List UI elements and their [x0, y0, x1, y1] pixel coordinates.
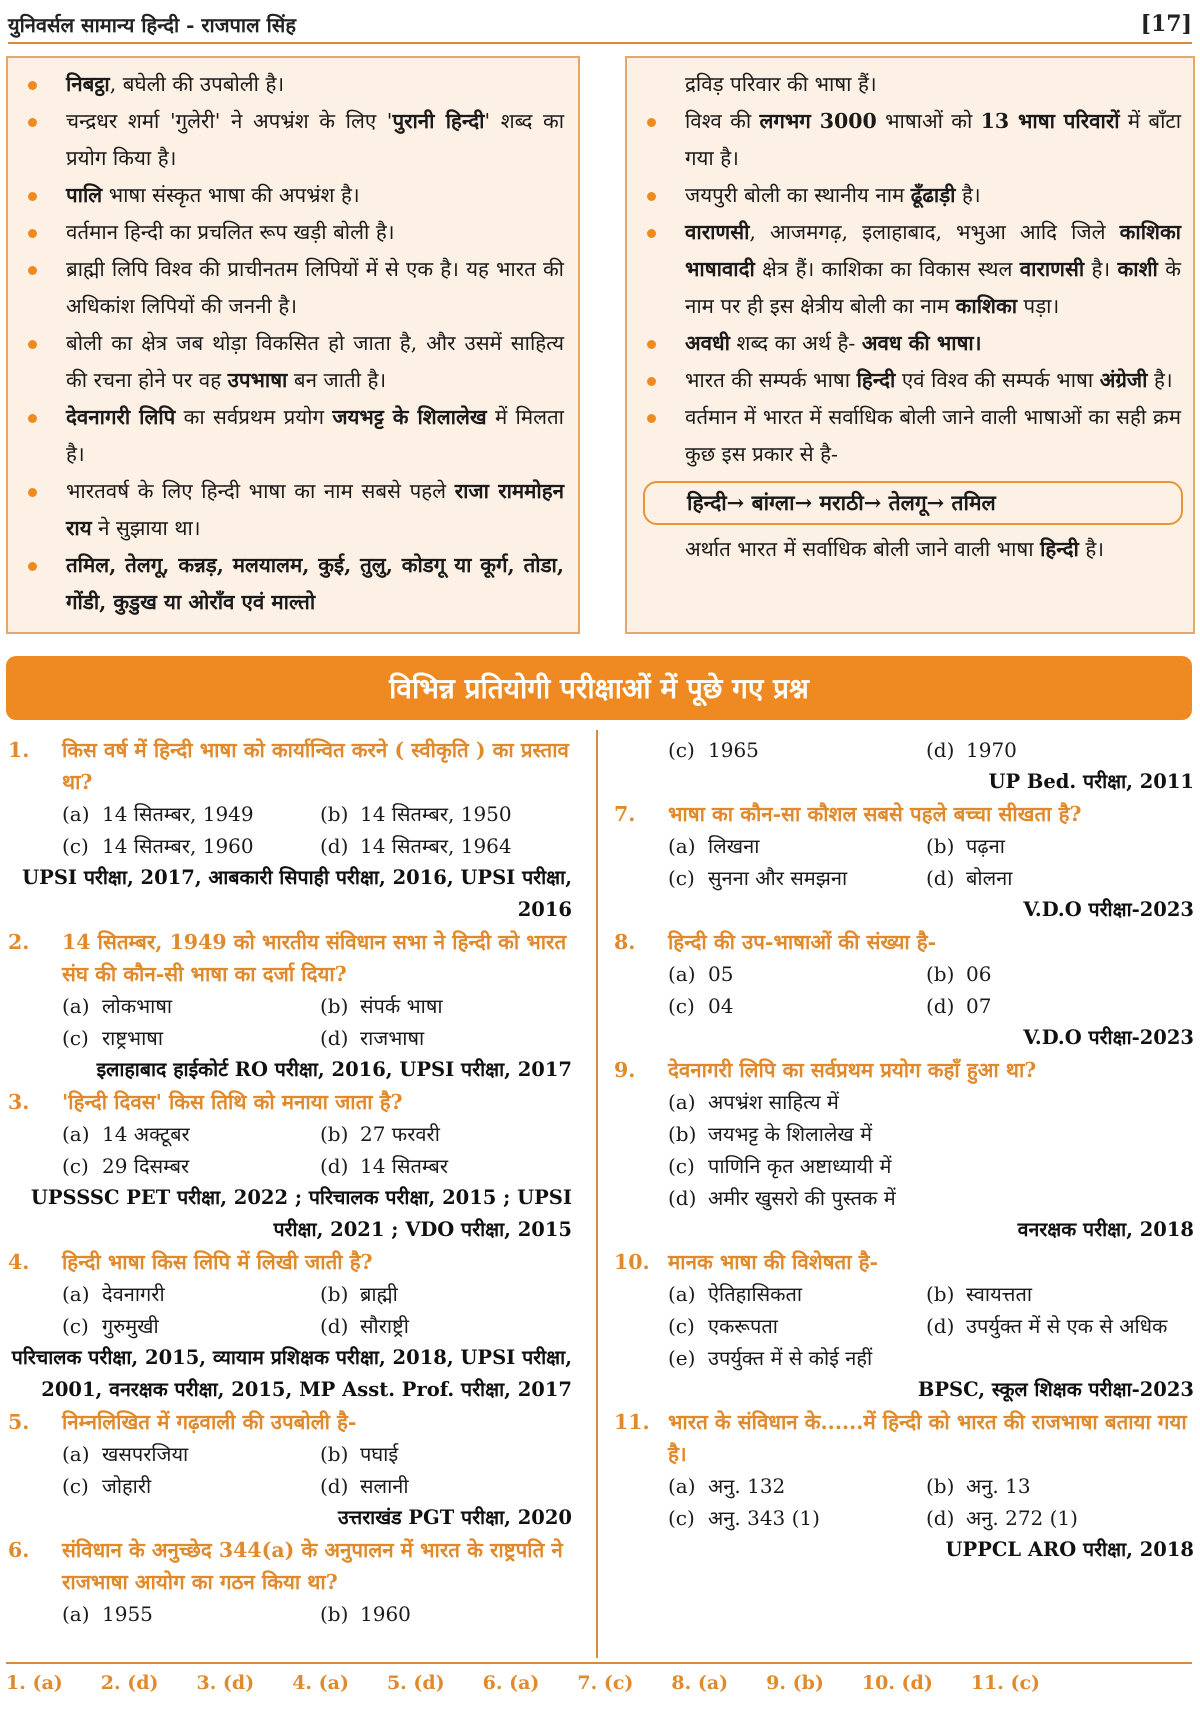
- option-label: (b): [926, 834, 955, 858]
- question-number: 8.: [614, 930, 636, 954]
- option: [926, 990, 1194, 1022]
- option-label: (b): [926, 1282, 955, 1306]
- fact-bullet: वर्तमान हिन्दी का प्रचलित रूप खड़ी बोली है।: [20, 214, 564, 251]
- fact-bullet: भारतवर्ष के लिए हिन्दी भाषा का नाम सबसे पहले राजा राममोहन राय ने सुझाया था।: [20, 473, 564, 547]
- fact-bullet: अवधी शब्द का अर्थ है- अवध की भाषा।: [639, 325, 1181, 362]
- option-label: (a): [668, 1282, 696, 1306]
- fact-bullet: भारत की सम्पर्क भाषा हिन्दी एवं विश्व की सम्पर्क भाषा अंग्रेजी है।: [639, 362, 1181, 399]
- option: [320, 1278, 572, 1310]
- options-grid: [612, 734, 1194, 766]
- exam-source: V.D.O परीक्षा-2023: [1023, 1026, 1194, 1049]
- exam-source: परिचालक परीक्षा, 2015, व्यायाम प्रशिक्षक परीक्षा, 2018, UPSI परीक्षा, 2001, वनरक्षक परीक्षा, 2015, MP Asst. Prof. परीक्षा, 2017: [11, 1346, 572, 1401]
- option-text: खसपरजिया: [102, 1442, 189, 1466]
- option-text: पघाई: [360, 1442, 399, 1466]
- answer-key-item: 10. (d): [861, 1672, 933, 1694]
- option-label: (a): [62, 1122, 90, 1146]
- option-label: (c): [62, 1314, 89, 1338]
- option-text: 04: [708, 994, 734, 1018]
- facts-box-left: [6, 56, 580, 634]
- option-label: (a): [668, 1474, 696, 1498]
- fact-bullet: तमिल, तेलगू, कन्नड़, मलयालम, कुई, तुलु, कोडगू या कूर्ग, तोडा, गोंडी, कुडुख या ओरॉंव एवं माल्तो: [20, 547, 564, 621]
- option: [926, 1502, 1194, 1534]
- exam-source: वनरक्षक परीक्षा, 2018: [1017, 1218, 1194, 1241]
- option-text: 14 सितम्बर: [360, 1154, 449, 1178]
- option-text: 29 दिसम्बर: [102, 1154, 190, 1178]
- fact-bullet: वाराणसी, आजमगढ़, इलाहाबाद, भभुआ आदि जिले काशिका भाषावादी क्षेत्र हैं। काशिका का विकास स्थल वाराणसी है। काशी के नाम पर ही इस क्षेत्रीय बोली का नाम काशिका पड़ा।: [639, 214, 1181, 325]
- question-stem: हिन्दी की उप-भाषाओं की संख्या है-: [668, 930, 937, 954]
- question-number: 11.: [614, 1410, 650, 1434]
- option-label: (b): [320, 1602, 349, 1626]
- answer-key-item: 4. (a): [292, 1672, 349, 1694]
- question-number: 3.: [8, 1090, 30, 1114]
- option: [926, 734, 1194, 766]
- option-text: अनु. 272 (1): [966, 1506, 1078, 1530]
- option: [668, 1342, 926, 1374]
- question-stem: हिन्दी भाषा किस लिपि में लिखी जाती है?: [62, 1250, 373, 1274]
- option: [62, 990, 320, 1022]
- question-text: [6, 1246, 572, 1278]
- option: [668, 1182, 1194, 1214]
- option: [320, 1118, 572, 1150]
- option-text: स्वायत्तता: [966, 1282, 1033, 1306]
- question-block: [6, 1534, 572, 1630]
- fact-bullet: देवनागरी लिपि का सर्वप्रथम प्रयोग जयभट्ट के शिलालेख में मिलता है।: [20, 399, 564, 473]
- fact-bullet: बोली का क्षेत्र जब थोड़ा विकसित हो जाता है, और उसमें साहित्य की रचना होने पर वह उपभाषा बन जाती है।: [20, 325, 564, 399]
- option-text: गुरुमुखी: [102, 1314, 159, 1338]
- option-text: लोकभाषा: [102, 994, 173, 1018]
- question-text: [6, 1534, 572, 1598]
- option: [320, 1310, 572, 1342]
- option-label: (c): [62, 1026, 89, 1050]
- option-text: राष्ट्रभाषा: [102, 1026, 164, 1050]
- option-text: अनु. 132: [708, 1474, 786, 1498]
- question-number: 2.: [8, 930, 30, 954]
- column-divider: [596, 730, 598, 1658]
- options-grid: [612, 958, 1194, 1022]
- option-label: (a): [62, 1282, 90, 1306]
- option-text: 14 सितम्बर, 1949: [102, 802, 254, 826]
- option-label: (b): [668, 1122, 697, 1146]
- option-label: (c): [668, 866, 695, 890]
- question-stem: मानक भाषा की विशेषता है-: [668, 1250, 879, 1274]
- option: [62, 830, 320, 862]
- question-block: [6, 926, 572, 1086]
- section-banner-title: विभिन्न प्रतियोगी परीक्षाओं में पूछे गए प्रश्न: [389, 672, 809, 705]
- option: [926, 1470, 1194, 1502]
- page-header: [8, 6, 1192, 44]
- exam-source: UPPCL ARO परीक्षा, 2018: [945, 1538, 1194, 1561]
- option-label: (b): [320, 1442, 349, 1466]
- option-text: सलानी: [360, 1474, 409, 1498]
- option-label: (c): [668, 1314, 695, 1338]
- option: [668, 1310, 926, 1342]
- options-grid: [6, 798, 572, 862]
- option: [62, 1310, 320, 1342]
- option-label: (d): [320, 1154, 349, 1178]
- question-text: [612, 798, 1194, 830]
- option-label: (b): [320, 802, 349, 826]
- option: [668, 1118, 1194, 1150]
- option-label: (d): [926, 1506, 955, 1530]
- option-text: 14 सितम्बर, 1950: [360, 802, 512, 826]
- question-number: 10.: [614, 1250, 650, 1274]
- language-sequence-box: हिन्दी→ बांग्ला→ मराठी→ तेलगू→ तमिल: [643, 481, 1183, 525]
- question-block: [612, 1054, 1194, 1246]
- answer-key-item: 7. (c): [577, 1672, 634, 1694]
- option-label: (d): [320, 1474, 349, 1498]
- option: [668, 1470, 926, 1502]
- option-label: (d): [320, 1314, 349, 1338]
- option: [62, 1150, 320, 1182]
- option-label: (c): [62, 1154, 89, 1178]
- option: [320, 1598, 572, 1630]
- question-text: [6, 734, 572, 798]
- question-number: 6.: [8, 1538, 30, 1562]
- options-grid: [6, 1278, 572, 1342]
- option-text: 1970: [966, 738, 1017, 762]
- option: [668, 990, 926, 1022]
- option-label: (a): [62, 1602, 90, 1626]
- option: [62, 1118, 320, 1150]
- option: [926, 1310, 1194, 1342]
- answer-key-item: 9. (b): [766, 1672, 824, 1694]
- questions-column-left: [6, 734, 572, 1630]
- option-text: 05: [708, 962, 734, 986]
- option-label: (a): [668, 962, 696, 986]
- option: [320, 990, 572, 1022]
- option: [668, 1278, 926, 1310]
- option: [62, 1470, 320, 1502]
- fact-bullet: पालि भाषा संस्कृत भाषा की अपभ्रंश है।: [20, 177, 564, 214]
- option: [668, 830, 926, 862]
- options-grid: [612, 1086, 1194, 1214]
- answer-key-item: 3. (d): [196, 1672, 255, 1694]
- option-text: ऐतिहासिकता: [708, 1282, 803, 1306]
- option-text: उपर्युक्त में से एक से अधिक: [966, 1314, 1168, 1338]
- option-text: 1965: [708, 738, 759, 762]
- option: [926, 1278, 1194, 1310]
- option-label: (c): [668, 1506, 695, 1530]
- options-grid: [612, 830, 1194, 894]
- option-label: (c): [62, 1474, 89, 1498]
- exam-source: UP Bed. परीक्षा, 2011: [988, 770, 1194, 793]
- option-text: अमीर खुसरो की पुस्तक में: [708, 1186, 896, 1210]
- option-label: (c): [668, 738, 695, 762]
- question-stem: निम्नलिखित में गढ़वाली की उपबोली है-: [62, 1410, 357, 1434]
- option-text: सुनना और समझना: [708, 866, 848, 890]
- option-label: (b): [320, 1282, 349, 1306]
- options-grid: [612, 1278, 1194, 1374]
- option-text: बोलना: [966, 866, 1013, 890]
- option: [926, 862, 1194, 894]
- question-block: [612, 926, 1194, 1054]
- section-banner: [6, 656, 1192, 720]
- option: [62, 1598, 320, 1630]
- exam-source: इलाहाबाद हाईकोर्ट RO परीक्षा, 2016, UPSI परीक्षा, 2017: [96, 1058, 572, 1081]
- option-text: जयभट्ट के शिलालेख में: [708, 1122, 873, 1146]
- options-grid: [6, 1118, 572, 1182]
- question-text: [6, 1086, 572, 1118]
- option: [62, 798, 320, 830]
- options-grid: [6, 1598, 572, 1630]
- option-label: (c): [62, 834, 89, 858]
- fact-bullet: निबट्ठा, बघेली की उपबोली है।: [20, 66, 564, 103]
- option-label: (b): [926, 1474, 955, 1498]
- question-number: 9.: [614, 1058, 636, 1082]
- option-label: (a): [668, 1090, 696, 1114]
- option: [926, 958, 1194, 990]
- answer-key-item: 6. (a): [482, 1672, 540, 1694]
- question-number: 1.: [8, 738, 30, 762]
- fact-bullet: चन्द्रधर शर्मा 'गुलेरी' ने अपभ्रंश के लिए 'पुरानी हिन्दी' शब्द का प्रयोग किया है।: [20, 103, 564, 177]
- option-text: संपर्क भाषा: [360, 994, 443, 1018]
- option: [320, 1470, 572, 1502]
- option-label: (c): [668, 1154, 695, 1178]
- question-block: [612, 1246, 1194, 1406]
- option: [320, 798, 572, 830]
- option: [62, 1022, 320, 1054]
- questions-column-right: [612, 734, 1194, 1566]
- option: [668, 734, 926, 766]
- option-text: पाणिनि कृत अष्टाध्यायी में: [708, 1154, 892, 1178]
- question-text: [6, 926, 572, 990]
- header-title: युनिवर्सल सामान्य हिन्दी - राजपाल सिंह: [8, 12, 296, 37]
- option-text: 1955: [102, 1602, 153, 1626]
- question-block: [6, 734, 572, 926]
- question-text: [612, 1406, 1194, 1470]
- option-label: (a): [668, 834, 696, 858]
- option-label: (d): [320, 1026, 349, 1050]
- option: [668, 1150, 1194, 1182]
- option-text: एकरूपता: [708, 1314, 778, 1338]
- option-text: 27 फरवरी: [360, 1122, 440, 1146]
- answer-key-item: 2. (d): [100, 1672, 159, 1694]
- option-text: जोहारी: [102, 1474, 152, 1498]
- option-label: (b): [320, 994, 349, 1018]
- option-label: (d): [926, 994, 955, 1018]
- option-text: राजभाषा: [360, 1026, 425, 1050]
- option: [320, 830, 572, 862]
- option-label: (d): [926, 1314, 955, 1338]
- option-label: (d): [926, 866, 955, 890]
- fact-bullet: विश्व की लगभग 3000 भाषाओं को 13 भाषा परिवारों में बाँटा गया है।: [639, 103, 1181, 177]
- option-label: (d): [668, 1186, 697, 1210]
- question-block: [6, 1246, 572, 1406]
- question-text: [6, 1406, 572, 1438]
- option: [668, 1086, 1194, 1118]
- question-block: [612, 798, 1194, 926]
- option-label: (b): [320, 1122, 349, 1146]
- option: [926, 830, 1194, 862]
- question-block: [6, 1086, 572, 1246]
- question-block: [612, 1406, 1194, 1566]
- question-block: [612, 734, 1194, 798]
- exam-source: BPSC, स्कूल शिक्षक परीक्षा-2023: [917, 1378, 1194, 1401]
- answer-key-item: 1. (a): [6, 1672, 63, 1694]
- exam-source: UPSI परीक्षा, 2017, आबकारी सिपाही परीक्षा, 2016, UPSI परीक्षा, 2016: [22, 866, 572, 921]
- answer-key-item: 5. (d): [386, 1672, 445, 1694]
- option-text: 07: [966, 994, 992, 1018]
- option-text: अनु. 13: [966, 1474, 1031, 1498]
- fact-bullet: जयपुरी बोली का स्थानीय नाम ढूँढाड़ी है।: [639, 177, 1181, 214]
- question-stem: देवनागरी लिपि का सर्वप्रथम प्रयोग कहाँ हुआ था?: [668, 1058, 1037, 1082]
- option-text: उपर्युक्त में से कोई नहीं: [708, 1346, 873, 1370]
- exam-source: उत्तराखंड PGT परीक्षा, 2020: [338, 1506, 572, 1529]
- question-block: [6, 1406, 572, 1534]
- question-number: 4.: [8, 1250, 30, 1274]
- question-stem: 14 सितम्बर, 1949 को भारतीय संविधान सभा ने हिन्दी को भारत संघ की कौन-सी भाषा का दर्जा दिया?: [62, 930, 567, 986]
- option: [62, 1438, 320, 1470]
- question-number: 5.: [8, 1410, 30, 1434]
- question-stem: संविधान के अनुच्छेद 344(a) के अनुपालन में भारत के राष्ट्रपति ने राजभाषा आयोग का गठन किया था?: [62, 1538, 563, 1594]
- question-stem: किस वर्ष में हिन्दी भाषा को कार्यान्वित करने ( स्वीकृति ) का प्रस्ताव था?: [62, 738, 569, 794]
- answer-key-item: 11. (c): [970, 1672, 1041, 1694]
- option-text: अनु. 343 (1): [708, 1506, 820, 1530]
- fact-conclusion: अर्थात भारत में सर्वाधिक बोली जाने वाली भाषा हिन्दी है।: [685, 537, 1104, 561]
- question-text: [612, 1246, 1194, 1278]
- option-label: (a): [62, 802, 90, 826]
- option: [668, 862, 926, 894]
- option: [668, 958, 926, 990]
- option-label: (a): [62, 1442, 90, 1466]
- option-text: ब्राह्मी: [360, 1282, 398, 1306]
- option-text: पढ़ना: [966, 834, 1005, 858]
- question-stem: भाषा का कौन-सा कौशल सबसे पहले बच्चा सीखता है?: [668, 802, 1082, 826]
- options-grid: [612, 1470, 1194, 1534]
- option-text: 14 सितम्बर, 1964: [360, 834, 512, 858]
- option: [320, 1022, 572, 1054]
- question-stem: भारत के संविधान के......में हिन्दी को भारत की राजभाषा बताया गया है।: [668, 1410, 1187, 1466]
- option-label: (b): [926, 962, 955, 986]
- fact-bullet: ब्राह्मी लिपि विश्व की प्राचीनतम लिपियों में से एक है। यह भारत की अधिकांश लिपियों की जननी है।: [20, 251, 564, 325]
- answer-key-item: 8. (a): [671, 1672, 729, 1694]
- option-text: 14 अक्टूबर: [102, 1122, 190, 1146]
- option-text: अपभ्रंश साहित्य में: [708, 1090, 839, 1114]
- question-text: [612, 926, 1194, 958]
- option-label: (c): [668, 994, 695, 1018]
- option-text: 1960: [360, 1602, 411, 1626]
- question-text: [612, 1054, 1194, 1086]
- option-text: सौराष्ट्री: [360, 1314, 409, 1338]
- option: [668, 1502, 926, 1534]
- option-label: (d): [320, 834, 349, 858]
- fact-continuation: द्रविड़ परिवार की भाषा हैं।: [685, 72, 877, 96]
- fact-bullet: वर्तमान में भारत में सर्वाधिक बोली जाने वाली भाषाओं का सही क्रम कुछ इस प्रकार से है-: [639, 399, 1181, 473]
- option-text: लिखना: [708, 834, 760, 858]
- options-grid: [6, 990, 572, 1054]
- option-label: (d): [926, 738, 955, 762]
- question-stem: 'हिन्दी दिवस' किस तिथि को मनाया जाता है?: [62, 1090, 403, 1114]
- facts-box-right: [625, 56, 1195, 634]
- exam-source: UPSSSC PET परीक्षा, 2022 ; परिचालक परीक्षा, 2015 ; UPSI परीक्षा, 2021 ; VDO परीक्षा, 2015: [30, 1186, 572, 1241]
- options-grid: [6, 1438, 572, 1502]
- option-text: देवनागरी: [102, 1282, 165, 1306]
- page-number: [17]: [1140, 11, 1192, 37]
- option-text: 06: [966, 962, 992, 986]
- option-label: (e): [668, 1346, 696, 1370]
- exam-source: V.D.O परीक्षा-2023: [1023, 898, 1194, 921]
- question-number: 7.: [614, 802, 636, 826]
- option-label: (a): [62, 994, 90, 1018]
- option: [320, 1438, 572, 1470]
- option: [320, 1150, 572, 1182]
- option: [62, 1278, 320, 1310]
- answer-key: [6, 1662, 1192, 1702]
- option-text: 14 सितम्बर, 1960: [102, 834, 254, 858]
